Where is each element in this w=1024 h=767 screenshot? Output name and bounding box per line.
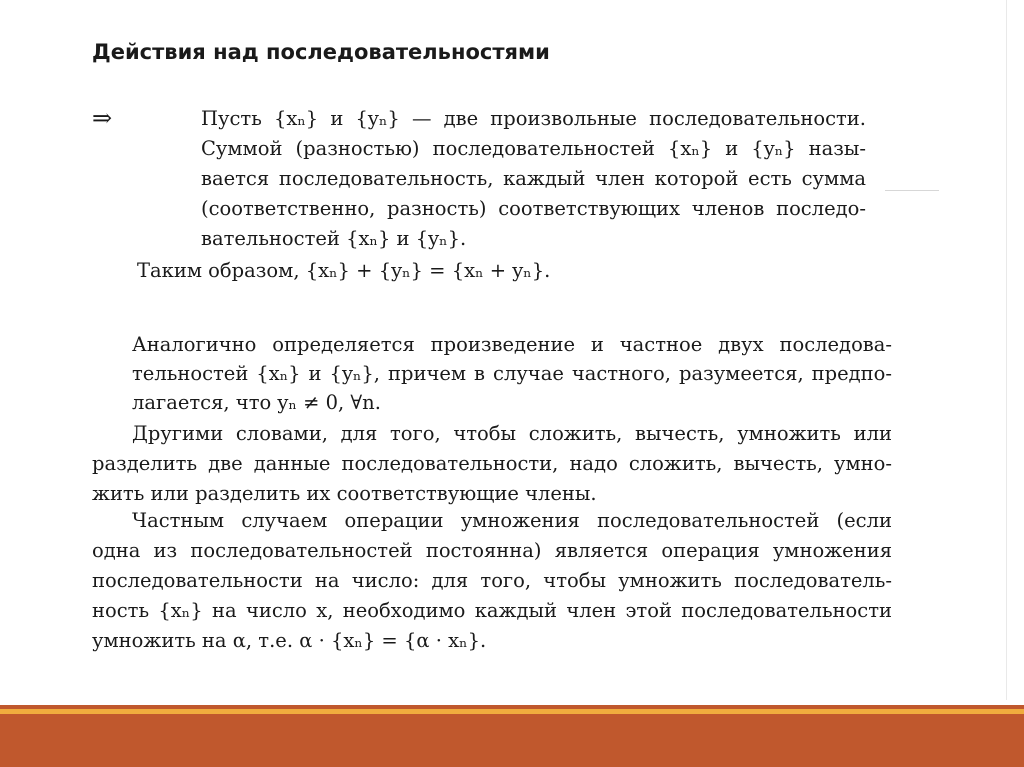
paragraph-line: Частным случаем операции умножения последовательностей (если: [132, 509, 892, 532]
paragraph-line: ность {xₙ} на число x, необходимо каждый член этой последовательности: [92, 599, 892, 622]
paragraph-line: тельностей {xₙ} и {yₙ}, причем в случае частного, разумеется, предпо-: [132, 362, 892, 385]
summary-formula: Таким образом, {xₙ} + {yₙ} = {xₙ + yₙ}.: [137, 259, 551, 282]
decorative-rule: [885, 190, 939, 191]
definition-line: Суммой (разностью) последовательностей {xₙ} и {yₙ} назы-: [201, 137, 866, 160]
paragraph-line: разделить две данные последовательности, надо сложить, вычесть, умно-: [92, 452, 892, 475]
definition-line: вательностей {xₙ} и {yₙ}.: [201, 227, 467, 250]
paragraph-line: Другими словами, для того, чтобы сложить, вычесть, умножить или: [132, 422, 892, 445]
paragraph-line: жить или разделить их соответствующие члены.: [92, 482, 597, 505]
definition-block: [201, 104, 866, 254]
definition-line: (соответственно, разность) соответствующих членов последо-: [201, 197, 866, 220]
definition-line: вается последовательность, каждый член которой есть сумма: [201, 167, 866, 190]
implies-arrow-icon: ⇒: [92, 104, 113, 132]
footer-band: [0, 705, 1024, 767]
paragraph-line: умножить на α, т.е. α · {xₙ} = {α · xₙ}.: [92, 629, 487, 652]
page-title: Действия над последовательностями: [92, 40, 550, 64]
paragraph-line: последовательности на число: для того, чтобы умножить последователь-: [92, 569, 892, 592]
paragraph-line: лагается, что yₙ ≠ 0, ∀n.: [132, 391, 381, 414]
definition-line: Пусть {xₙ} и {yₙ} — две произвольные последовательности.: [201, 107, 866, 130]
paragraph-other-words: [92, 419, 892, 509]
paragraph-product: [132, 330, 892, 417]
footer-accent-stripe: [0, 709, 1024, 714]
paragraph-line: одна из последовательностей постоянна) является операция умножения: [92, 539, 892, 562]
paragraph-scalar: [92, 506, 892, 656]
slide-edge-line: [1006, 0, 1007, 700]
paragraph-line: Аналогично определяется произведение и частное двух последова-: [132, 333, 892, 356]
